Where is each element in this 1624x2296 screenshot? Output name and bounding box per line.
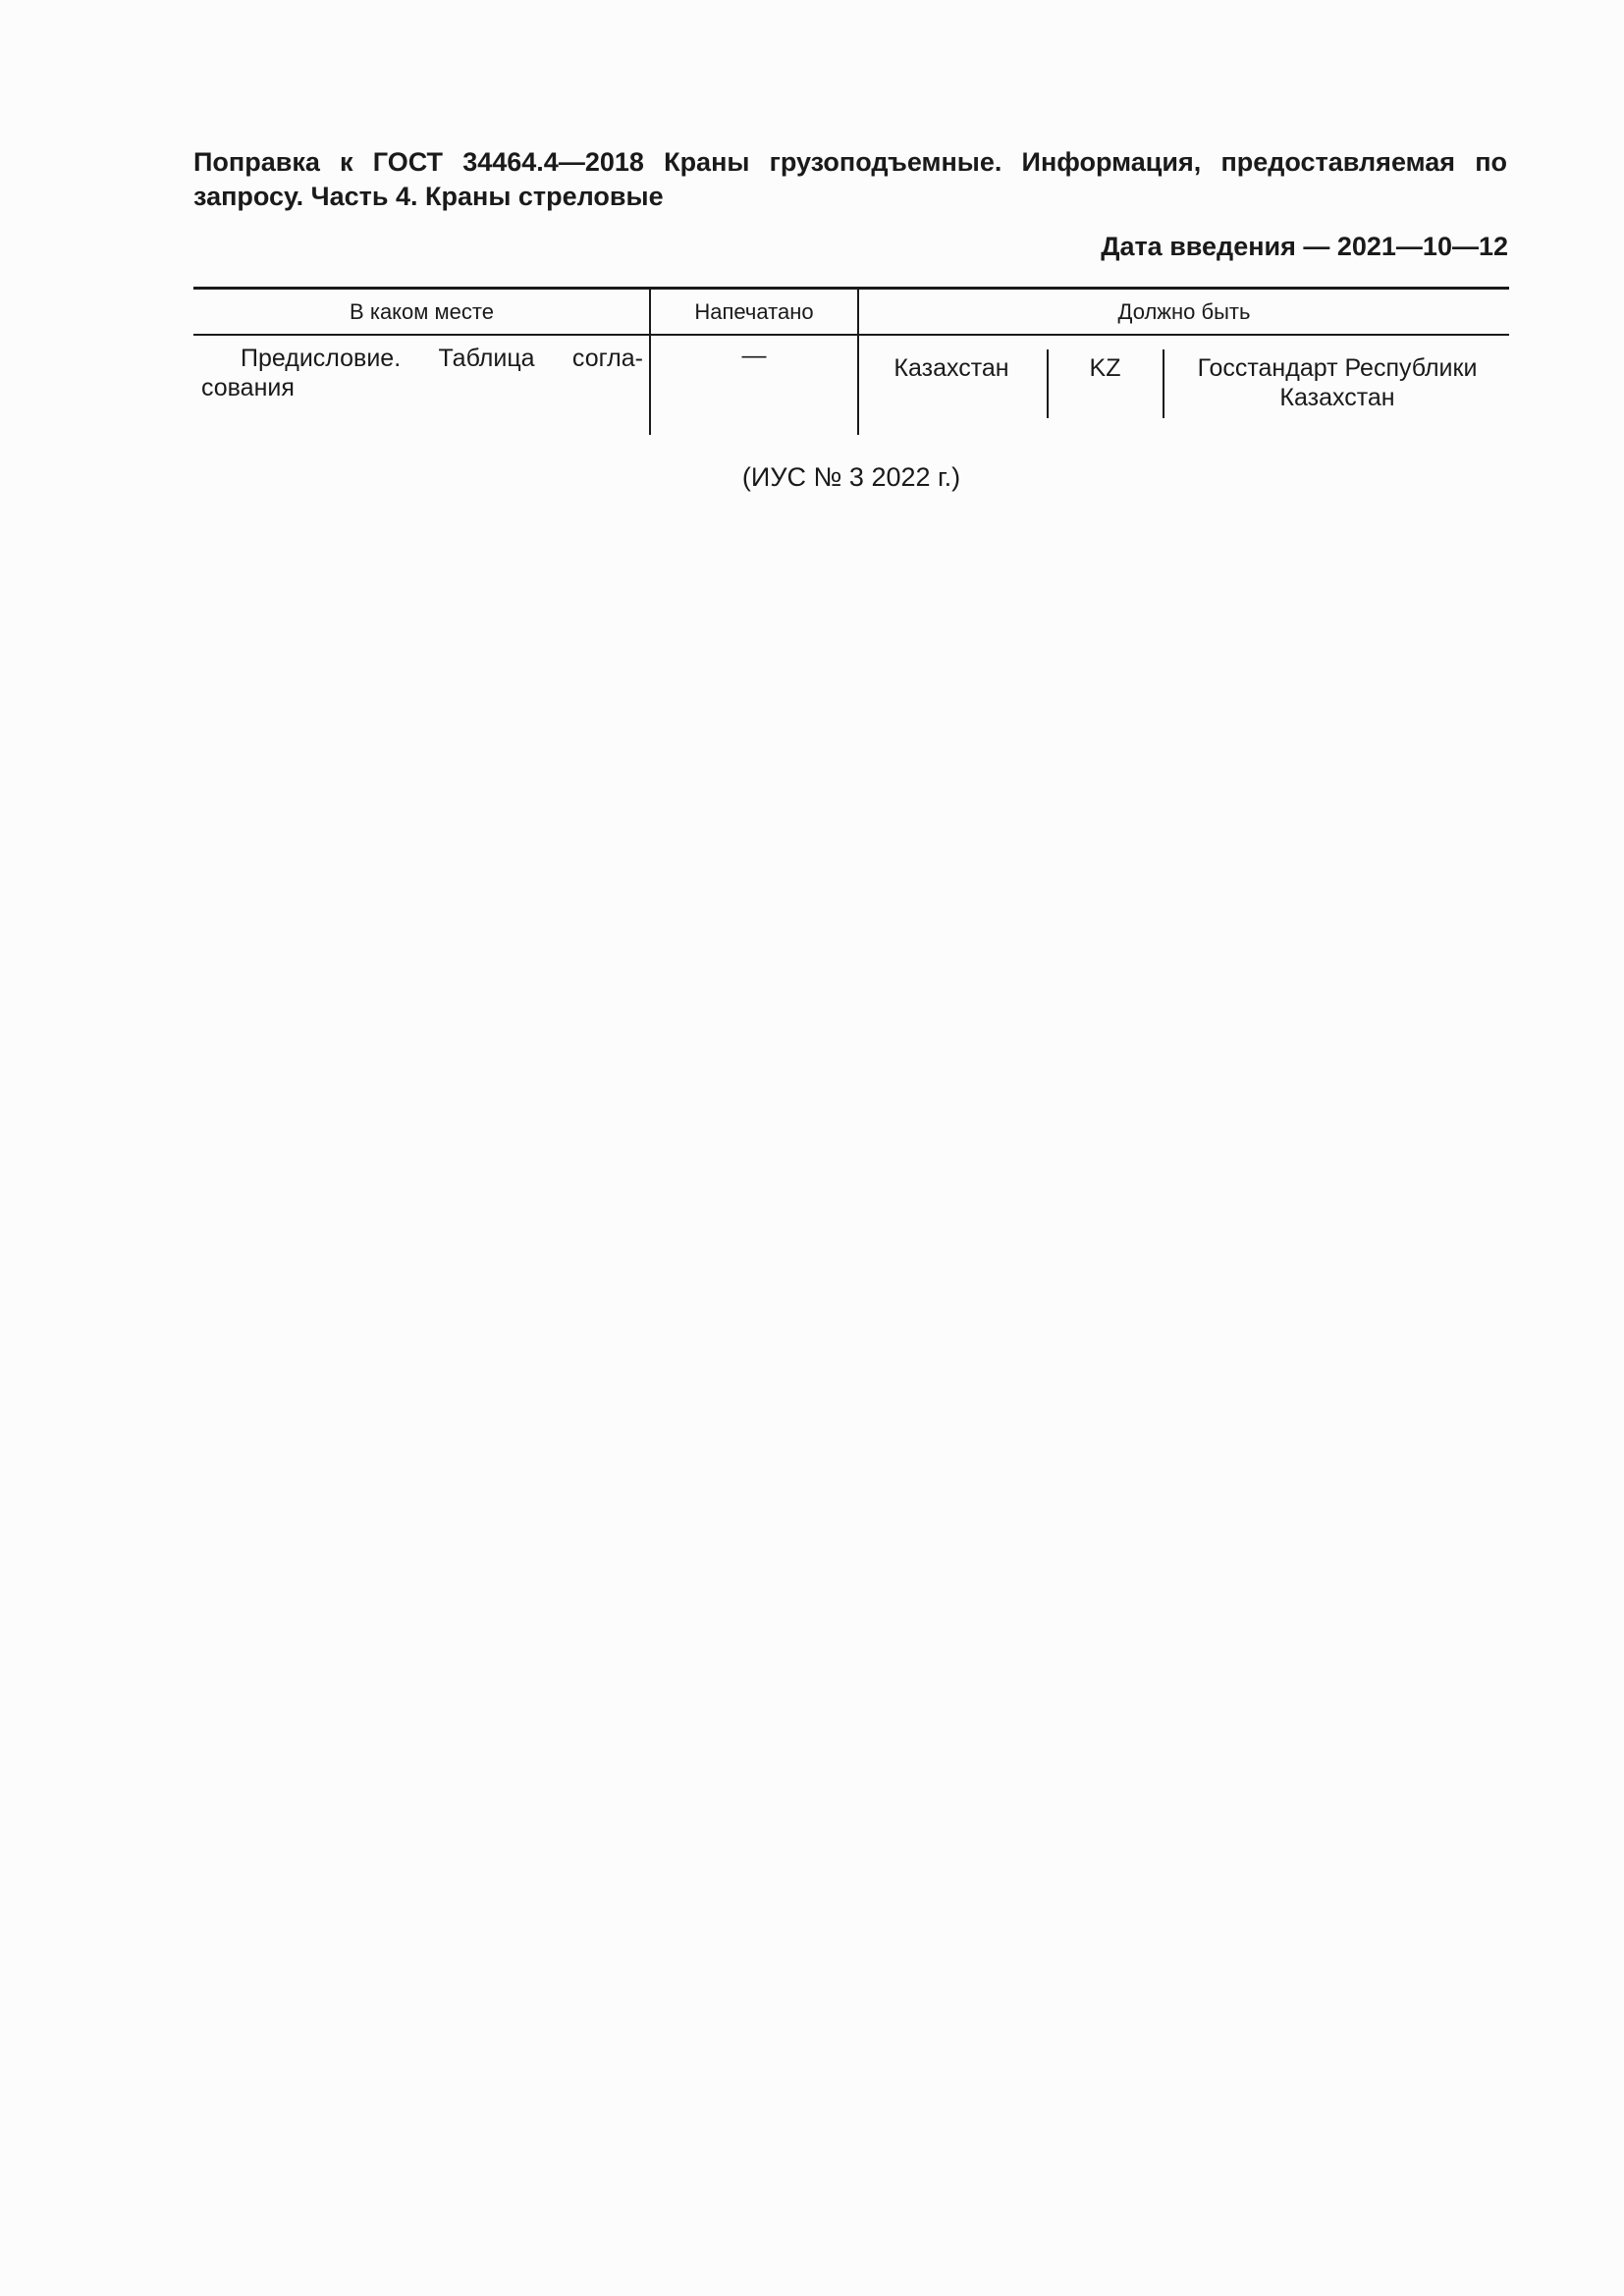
subcolumn-divider (1163, 349, 1164, 418)
row-place: Предисловие. Таблица согласования (201, 345, 643, 401)
column-divider (649, 290, 651, 435)
table-header-rule (193, 334, 1509, 336)
row-should-be-code: KZ (1089, 354, 1121, 382)
amendment-title: Поправка к ГОСТ 34464.4—2018 Краны грузоподъемные. Информация, предоставляемая по запросу. Часть 4. Краны стреловые (193, 147, 1507, 211)
header-printed: Напечатано (694, 299, 814, 324)
header-should-be: Должно быть (1117, 299, 1251, 324)
row-should-be-agency: Госстандарт Республики Казахстан (1197, 354, 1478, 411)
source-reference: (ИУС № 3 2022 г.) (741, 462, 961, 492)
row-should-be-country: Казахстан (893, 354, 1009, 382)
header-place: В каком месте (350, 299, 494, 324)
effective-date: Дата введения — 2021—10—12 (1101, 232, 1508, 261)
row-printed: — (741, 342, 767, 369)
